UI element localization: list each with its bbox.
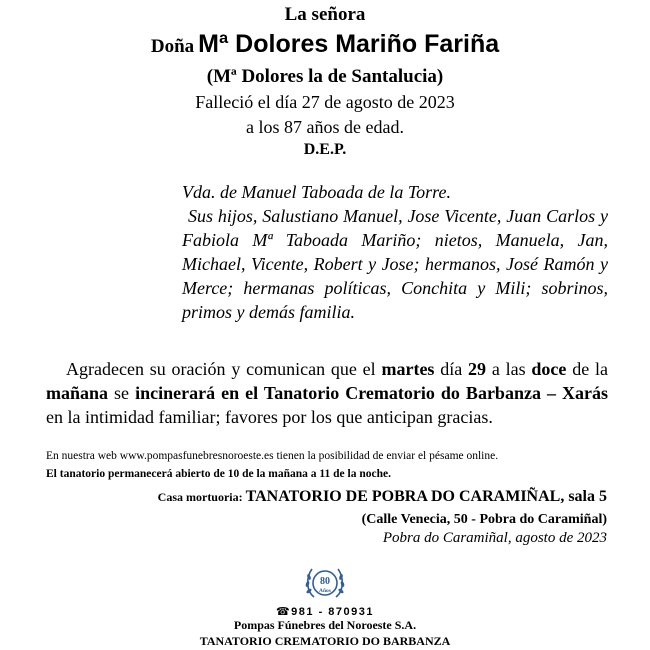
thanks-text: a las bbox=[486, 359, 532, 379]
name-prefix: Doña bbox=[150, 36, 195, 57]
thanks-bold: 29 bbox=[468, 359, 487, 379]
thanks-bold: incinerará en el Tanatorio Crematorio do Barbanza – Xarás bbox=[135, 383, 609, 403]
address: (Calle Venecia, 50 - Pobra do Caramiñal) bbox=[361, 512, 607, 527]
thanks-text: día bbox=[434, 359, 469, 379]
age-line: a los 87 años de edad. bbox=[246, 117, 404, 137]
logo-word: Años bbox=[319, 588, 331, 594]
company-name: Pompas Fúnebres del Noroeste S.A. bbox=[233, 618, 417, 632]
thanks-bold: doce bbox=[531, 359, 567, 379]
casa-mortuoria bbox=[158, 488, 607, 506]
widow-line: Vda. de Manuel Taboada de la Torre. bbox=[182, 182, 452, 202]
thanks-bold: mañana bbox=[46, 383, 109, 403]
web-link[interactable]: www.pompasfunebresnoroeste.es bbox=[119, 450, 274, 462]
place-date: Pobra do Caramiñal, agosto de 2023 bbox=[382, 530, 607, 546]
thanks-bold: martes bbox=[381, 359, 435, 379]
thanks-text: en la intimidad familiar; favores por los que anticipan gracias. bbox=[46, 407, 493, 427]
thanks-paragraph bbox=[46, 357, 608, 429]
thanks-text: Agradecen su oración y comunican que el bbox=[66, 359, 382, 379]
logo-number: 80 bbox=[320, 576, 330, 587]
hours-line: El tanatorio permanecerá abierto de 10 de la mañana a 11 de la noche. bbox=[46, 468, 391, 480]
deceased-name-line bbox=[0, 30, 650, 59]
nickname: (Mª Dolores la de Santalucia) bbox=[206, 66, 444, 87]
thanks-text: se bbox=[108, 383, 136, 403]
phone-line bbox=[0, 605, 650, 618]
casa-label: Casa mortuoria: bbox=[157, 490, 246, 504]
web-line bbox=[46, 450, 498, 462]
dep: D.E.P. bbox=[303, 141, 347, 158]
deceased-name: Mª Dolores Mariño Fariña bbox=[198, 30, 500, 58]
family-paragraph: Sus hijos, Salustiano Manuel, Jose Vicente, Juan Carlos y Fabiola Mª Taboada Mariño; nietos, Manuela, Jan, Michael, Vicente, Robert y Jose; hermanos, José Ramón y Merce; hermanas políticas, Conchita y Mili; sobrinos, primos y demás familia. bbox=[182, 206, 608, 322]
phone-number: 981 - 870931 bbox=[291, 606, 375, 618]
thanks-text: de la bbox=[566, 359, 608, 379]
death-date: Falleció el día 27 de agosto de 2023 bbox=[195, 92, 455, 112]
tanatorio-name: TANATORIO CREMATORIO DO BARBANZA bbox=[199, 634, 451, 648]
web-after: tienen la posibilidad de enviar el pésame online. bbox=[273, 450, 499, 462]
casa-value: TANATORIO DE POBRA DO CARAMIÑAL, sala 5 bbox=[245, 488, 607, 505]
web-before: En nuestra web bbox=[46, 450, 120, 462]
heading-senora: La señora bbox=[284, 4, 366, 25]
phone-icon: ☎ bbox=[275, 606, 292, 618]
anniversary-logo-icon bbox=[302, 563, 348, 605]
